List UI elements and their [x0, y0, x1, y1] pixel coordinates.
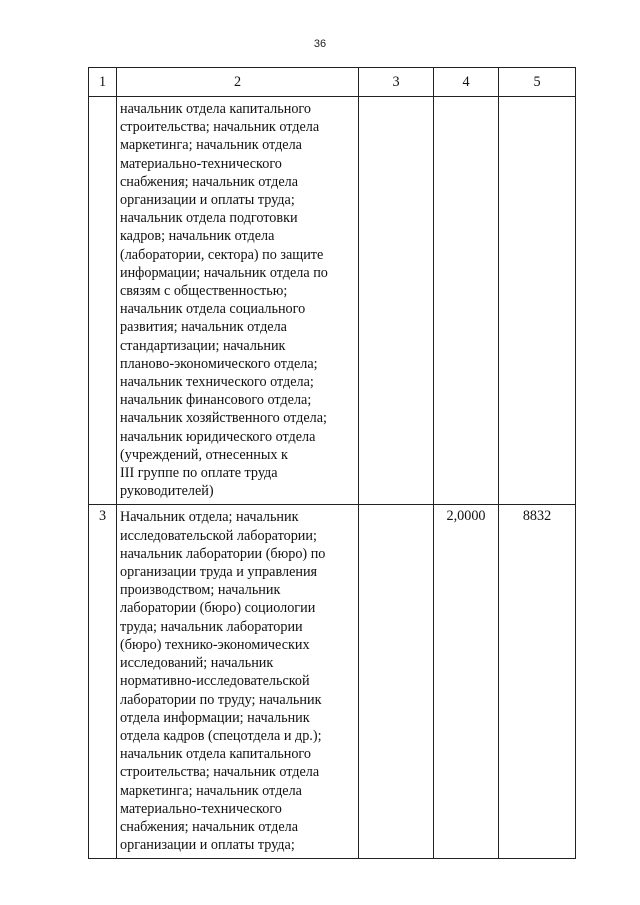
table-header-row [89, 68, 576, 97]
text-line: материально-технического [120, 800, 282, 817]
row-number-cell [89, 97, 117, 505]
table-row [89, 505, 576, 859]
header-col-2: 2 [117, 68, 359, 97]
text-line: начальник технического отдела; [120, 374, 314, 391]
text-line: организации и оплаты труда; [120, 192, 295, 209]
position-list-cell [117, 505, 359, 859]
salary-cell: 8832 [499, 505, 576, 859]
text-line: начальник юридического отдела [120, 428, 316, 445]
text-line: снабжения; начальник отдела [120, 818, 299, 835]
table-row [89, 97, 576, 505]
text-line: начальник финансового отдела; [120, 392, 312, 409]
text-line: исследовательской лаборатории; [120, 527, 317, 544]
text-line: снабжения; начальник отдела [120, 173, 299, 190]
header-col-4: 4 [434, 68, 499, 97]
text-line: III группе по оплате труда [120, 465, 278, 482]
text-line: руководителей) [120, 483, 214, 500]
text-line: труда; начальник лаборатории [120, 618, 303, 635]
col-3-cell [359, 505, 434, 859]
text-line: маркетинга; начальник отдела [120, 137, 302, 154]
text-line: лаборатории (бюро) социологии [120, 600, 316, 617]
text-line: материально-технического [120, 155, 282, 172]
page-number: 36 [313, 38, 327, 50]
text-line: начальник отдела капитального [120, 101, 311, 117]
text-line: кадров; начальник отдела [120, 228, 275, 245]
text-line: планово-экономического отдела; [120, 355, 318, 372]
text-line: (лаборатории, сектора) по защите [120, 246, 324, 263]
col-3-cell [359, 97, 434, 505]
text-line: связям с общественностью; [120, 283, 288, 300]
text-line: лаборатории по труду; начальник [120, 691, 322, 708]
text-line: стандартизации; начальник [120, 337, 286, 354]
text-line: нормативно-исследовательской [120, 673, 310, 690]
text-line: начальник отдела социального [120, 301, 306, 318]
text-line: производством; начальник [120, 582, 281, 599]
text-line: строительства; начальник отдела [120, 764, 320, 781]
text-line: отдела информации; начальник [120, 709, 310, 726]
header-col-5: 5 [499, 68, 576, 97]
text-line: начальник хозяйственного отдела; [120, 410, 327, 427]
position-list-cell [117, 97, 359, 505]
text-line: организации и оплаты труда; [120, 837, 295, 854]
text-line: (бюро) технико-экономических [120, 636, 310, 653]
text-line: Начальник отдела; начальник [120, 509, 299, 526]
text-line: начальник отдела капитального [120, 746, 311, 763]
coefficient-cell [434, 97, 499, 505]
document-table [88, 67, 576, 859]
coefficient-cell: 2,0000 [434, 505, 499, 859]
text-line: организации труда и управления [120, 564, 318, 581]
header-col-1: 1 [89, 68, 117, 97]
text-line: начальник лаборатории (бюро) по [120, 545, 326, 562]
text-line: исследований; начальник [120, 655, 274, 672]
header-col-3: 3 [359, 68, 434, 97]
text-line: маркетинга; начальник отдела [120, 782, 302, 799]
text-line: строительства; начальник отдела [120, 119, 320, 136]
text-line: отдела кадров (спецотдела и др.); [120, 727, 322, 744]
row-number-cell: 3 [89, 505, 117, 859]
salary-cell [499, 97, 576, 505]
text-line: информации; начальник отдела по [120, 264, 328, 281]
text-line: начальник отдела подготовки [120, 210, 298, 227]
text-line: (учреждений, отнесенных к [120, 446, 288, 463]
text-line: развития; начальник отдела [120, 319, 287, 336]
